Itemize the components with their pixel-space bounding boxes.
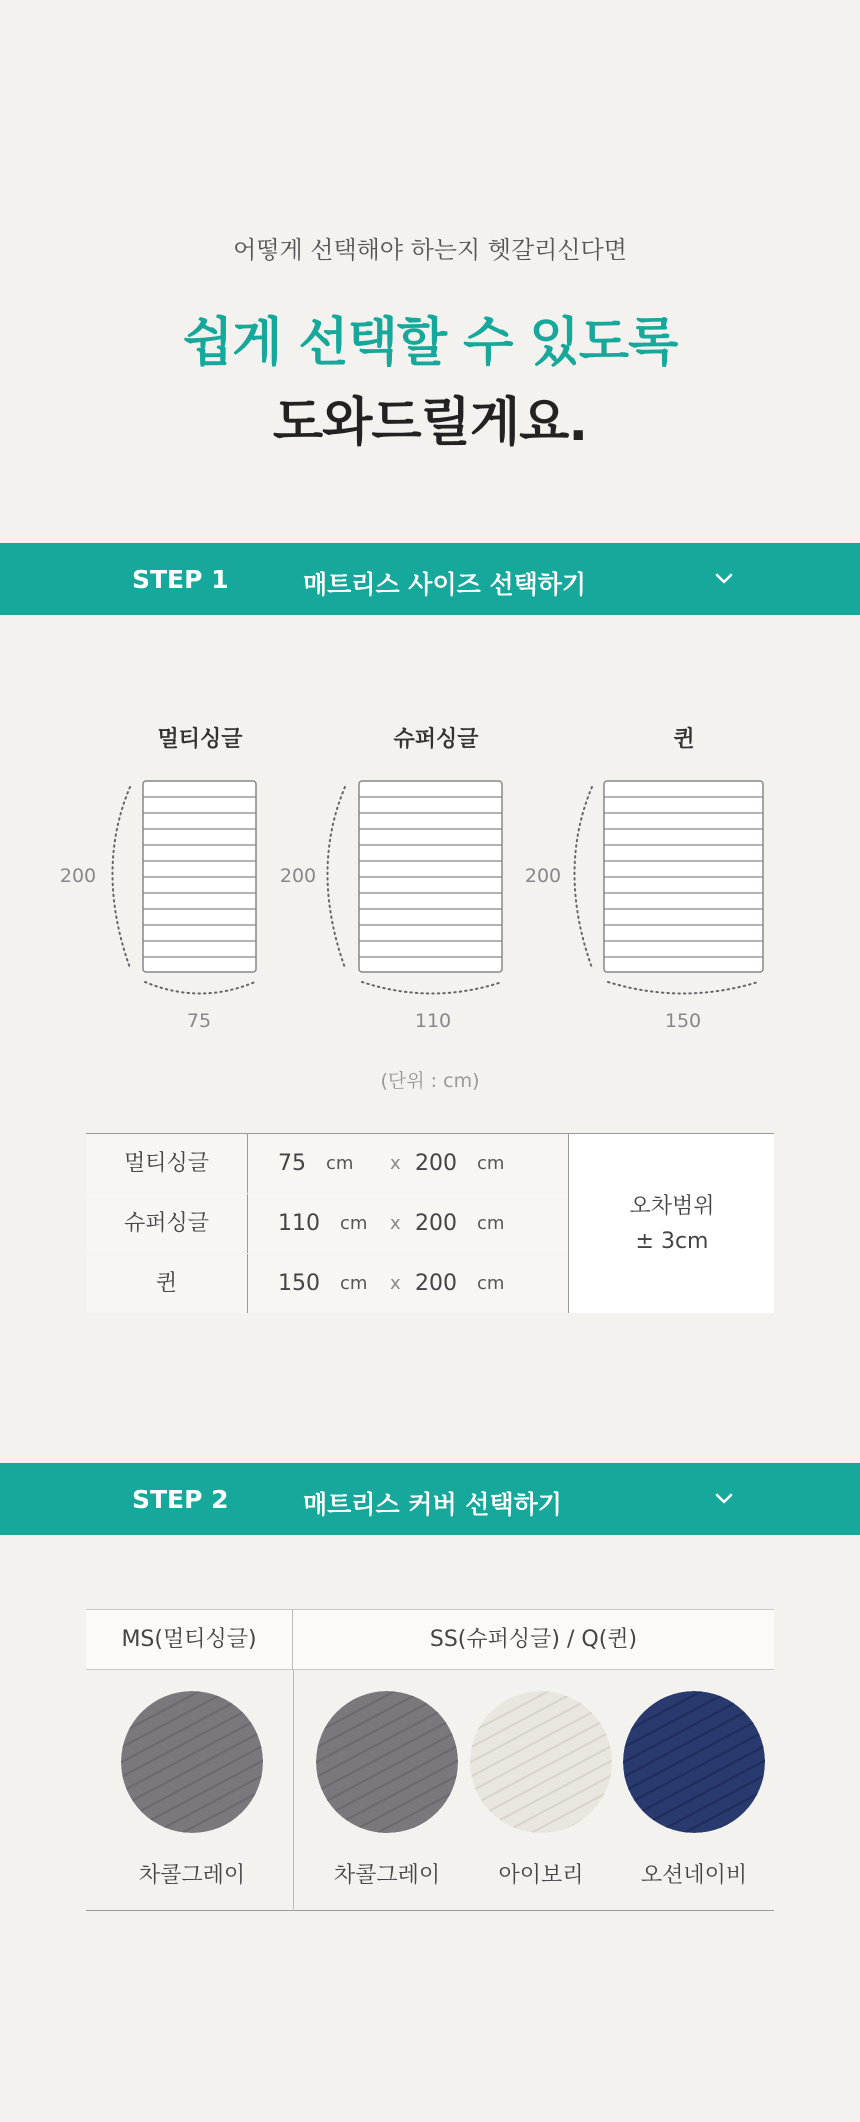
- swatch-ocean-navy[interactable]: [623, 1691, 765, 1833]
- table-row: [86, 1134, 568, 1193]
- cover-divider: [293, 1670, 294, 1911]
- size-name-cell: 멀티싱글: [86, 1134, 248, 1193]
- tolerance-value: ± 3cm: [635, 1229, 709, 1254]
- size-table: [86, 1133, 774, 1312]
- cover-header-ms: MS(멀티싱글): [86, 1610, 293, 1670]
- width-unit: cm: [326, 1153, 354, 1174]
- swatch-ivory[interactable]: [470, 1691, 612, 1833]
- size-values-cell: [248, 1254, 568, 1313]
- size-values-cell: [248, 1194, 568, 1253]
- width-value: 110: [278, 1211, 320, 1236]
- mattress-diagram-supersingle: [328, 781, 503, 994]
- unit-note: (단위 : cm): [380, 1070, 480, 1092]
- times-sign: x: [390, 1213, 401, 1234]
- mattress-size-diagrams: [0, 770, 860, 1010]
- cover-table: [86, 1609, 774, 1911]
- swatch-charcoal-gray[interactable]: [316, 1691, 458, 1833]
- diagram-label-multisingle: 멀티싱글: [157, 727, 243, 752]
- swatch-label: 오션네이비: [640, 1863, 748, 1888]
- length-unit: cm: [477, 1153, 505, 1174]
- dim-length-queen: 200: [524, 865, 562, 887]
- size-name-cell: 퀸: [86, 1254, 248, 1313]
- size-values-cell: [248, 1134, 568, 1193]
- length-unit: cm: [477, 1213, 505, 1234]
- diagram-label-queen: 퀸: [673, 727, 695, 752]
- step1-number: STEP 1: [132, 565, 229, 594]
- intro-headline-accent: 쉽게 선택할 수 있도록: [182, 313, 678, 373]
- mattress-diagram-queen: [575, 781, 764, 994]
- intro-headline-main: 도와드릴게요.: [272, 393, 588, 453]
- swatch-label: 차콜그레이: [138, 1863, 246, 1888]
- diagram-label-supersingle: 슈퍼싱글: [393, 727, 479, 752]
- size-name-cell: 슈퍼싱글: [86, 1194, 248, 1253]
- tolerance-cell: [568, 1134, 774, 1313]
- length-value: 200: [415, 1151, 457, 1176]
- mattress-diagram-multisingle: [113, 781, 257, 994]
- tolerance-label: 오차범위: [629, 1194, 715, 1219]
- step2-accordion-header[interactable]: [0, 1463, 860, 1535]
- width-unit: cm: [340, 1213, 368, 1234]
- swatch-charcoal-gray-ms[interactable]: [121, 1691, 263, 1833]
- dim-length-multisingle: 200: [59, 865, 97, 887]
- dim-width-queen: 150: [664, 1010, 702, 1032]
- width-value: 150: [278, 1271, 320, 1296]
- times-sign: x: [390, 1153, 401, 1174]
- swatch-label: 차콜그레이: [333, 1863, 441, 1888]
- intro-subtitle: 어떻게 선택해야 하는지 헷갈리신다면: [233, 236, 627, 264]
- step2-number: STEP 2: [132, 1485, 229, 1514]
- length-value: 200: [415, 1211, 457, 1236]
- times-sign: x: [390, 1273, 401, 1294]
- dim-width-supersingle: 110: [414, 1010, 452, 1032]
- table-row: [86, 1254, 568, 1313]
- swatch-label: 아이보리: [498, 1863, 584, 1888]
- cover-header-ss-q: SS(슈퍼싱글) / Q(퀸): [293, 1610, 774, 1670]
- step1-title: 매트리스 사이즈 선택하기: [303, 570, 587, 599]
- step1-accordion-header[interactable]: [0, 543, 860, 615]
- width-value: 75: [278, 1151, 306, 1176]
- chevron-down-icon[interactable]: [714, 1489, 734, 1509]
- length-unit: cm: [477, 1273, 505, 1294]
- chevron-down-icon[interactable]: [714, 569, 734, 589]
- width-unit: cm: [340, 1273, 368, 1294]
- length-value: 200: [415, 1271, 457, 1296]
- step2-title: 매트리스 커버 선택하기: [303, 1490, 562, 1519]
- dim-length-supersingle: 200: [279, 865, 317, 887]
- table-row: [86, 1194, 568, 1253]
- dim-width-multisingle: 75: [186, 1010, 212, 1032]
